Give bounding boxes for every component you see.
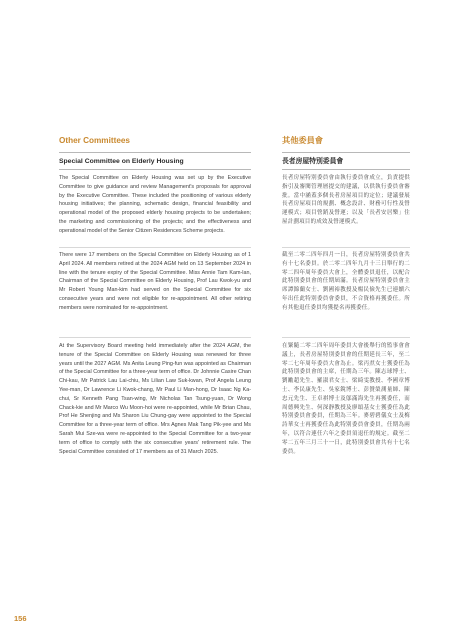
en-section-heading: Other Committees <box>59 136 130 145</box>
en-paragraph-3: At the Supervisory Board meeting held immediately after the 2024 AGM, the tenure of the Special Committee on Elderly Housing was renewed for three years until the 2027 AGM. Ms Anita Leung Ping-fun was appointed as Chairman of the Special Committee for a three-year term of office. Dr Johnnie Casire Chan Chi-kau, Mr Patrick Lau Lai-chiu, Ms Lilian Law Suk-kwan, Prof Angela Leung Yee-man, Dr Lawrence Li Kwok-chang, Mr Paul Li Man-hong, Dr Isaac Ng Ka-chui, Sr Kenneth Pang Tsan-wing, Mr Nicholas Tan Tsung-yuan, Dr Wong Chack-kie and Mr Marco Wu Moon-hoi were re-appointed, while Mr Brian Chau, Prof He Shenjing and Ms Sharon Liu Chung-gay were appointed to the Special Committee for a three-year term of office. Mrs Agnes Mak Tang Pik-yee and Ms Sarah Mui Sze-wa were re-appointed to the Special Committee for a two-year term of office to comply with the six consecutive years' retirement rule. The Special Committee consisted of 17 members as of 31 March 2025. <box>59 343 251 455</box>
en-section-heading-block <box>59 136 251 146</box>
zh-heading-rule <box>282 152 410 153</box>
en-paragraph-2-block <box>59 251 251 313</box>
en-paragraph-3-block <box>59 342 251 456</box>
en-divider-2 <box>59 337 251 338</box>
zh-paragraph-2-block <box>282 251 410 313</box>
zh-paragraph-3: 在緊隨二零二四年周年委員大會後舉行的監事會會議上，長者房屋特別委員會的任期延長三年，至二零二七年周年委員大會為止。梁丙焄女士獲委任為此特別委員會的主席，任期為三年。陳志球博士、劉勵超先生、羅淑君女士、梁綺雯教授、李國章博士、李民康先生、吳家銳博士、彭贊榮測量師、陳忠元先生、王卓祺博士及鄔滿海先生再獲委任，而周德興先生、何深靜教授及廖頌基女士獲委任為此特別委員會委員，任期為三年。麥碧碧儀女士及梅詩華女士再獲委任為此特別委員會委員，任期為兩年，以符合連任六年之委員須退任的規定。截至二零二五年三月三十一日，此特別委員會共有十七名委員。 <box>282 343 410 455</box>
zh-paragraph-3-block <box>282 342 410 456</box>
en-subheading-block <box>59 157 251 166</box>
zh-subheading-rule <box>282 169 410 170</box>
en-paragraph-2: There were 17 members on the Special Committee on Elderly Housing as of 1 April 2024. All members retired at the 2024 AGM held on 13 September 2024 in line with the tenure expiry of the Special Committee. Miss Annie Tam Kam-lan, Chairman of the Special Committee on Elderly Housing, Prof Lau Kwok-yu and Mr Robert Young Man-kim had served on the Special Committee for six consecutive years and were not eligible for re-appointment. All other retiring members were nominated for re-appointment. <box>59 252 251 311</box>
zh-divider-2 <box>282 337 410 338</box>
en-divider-1 <box>59 247 251 248</box>
page-number: 156 <box>14 614 27 623</box>
en-paragraph-1: The Special Committee on Elderly Housing was set up by the Executive Committee to give guidance and review Management's proposals for approval by the Executive Committee. These included the positioning of various elderly housing initiatives; the planning, schematic design, financial feasibility and operational model of the proposed elderly housing projects to be undertaken; the marketing and commissioning of the projects; and the effectiveness and operational model of the Senior Citizen Residences Scheme projects. <box>59 175 251 234</box>
zh-subheading: 長者房屋特別委員會 <box>282 158 344 165</box>
zh-paragraph-1: 長者房屋特別委員會由執行委員會成立，負責提供指引及審閱管理層提交的建議，以供執行委員會審批。當中涵蓋多個長者房屋項目的定位；建議發展長者房屋項目的規劃、概念設計、財務可行性及營運模式；項目營銷及營運；以及「長者安居樂」住屋計劃項目的成效及營運模式。 <box>282 175 410 225</box>
zh-paragraph-2: 截至二零二四年四月一日，長者房屋特別委員會共有十七名委員。於二零二四年九月十三日舉行的二零二四年周年委員大會上，全體委員退任，以配合此特別委員會的任期屆滿。長者房屋特別委員會主席譚錦蘭女士、劉國裕教授及楊民儉先生已連續六年出任此特別委員會委員，不合資格再獲委任。所有其他退任委員均獲提名再獲委任。 <box>282 252 410 311</box>
zh-subheading-block <box>282 157 410 166</box>
en-paragraph-1-block <box>59 174 251 236</box>
zh-section-heading-block <box>282 136 410 146</box>
zh-divider-1 <box>282 247 410 248</box>
en-heading-rule <box>59 152 251 153</box>
en-subheading-rule <box>59 169 251 170</box>
en-subheading: Special Committee on Elderly Housing <box>59 158 184 165</box>
zh-section-heading: 其他委員會 <box>282 136 323 145</box>
zh-paragraph-1-block <box>282 174 410 227</box>
